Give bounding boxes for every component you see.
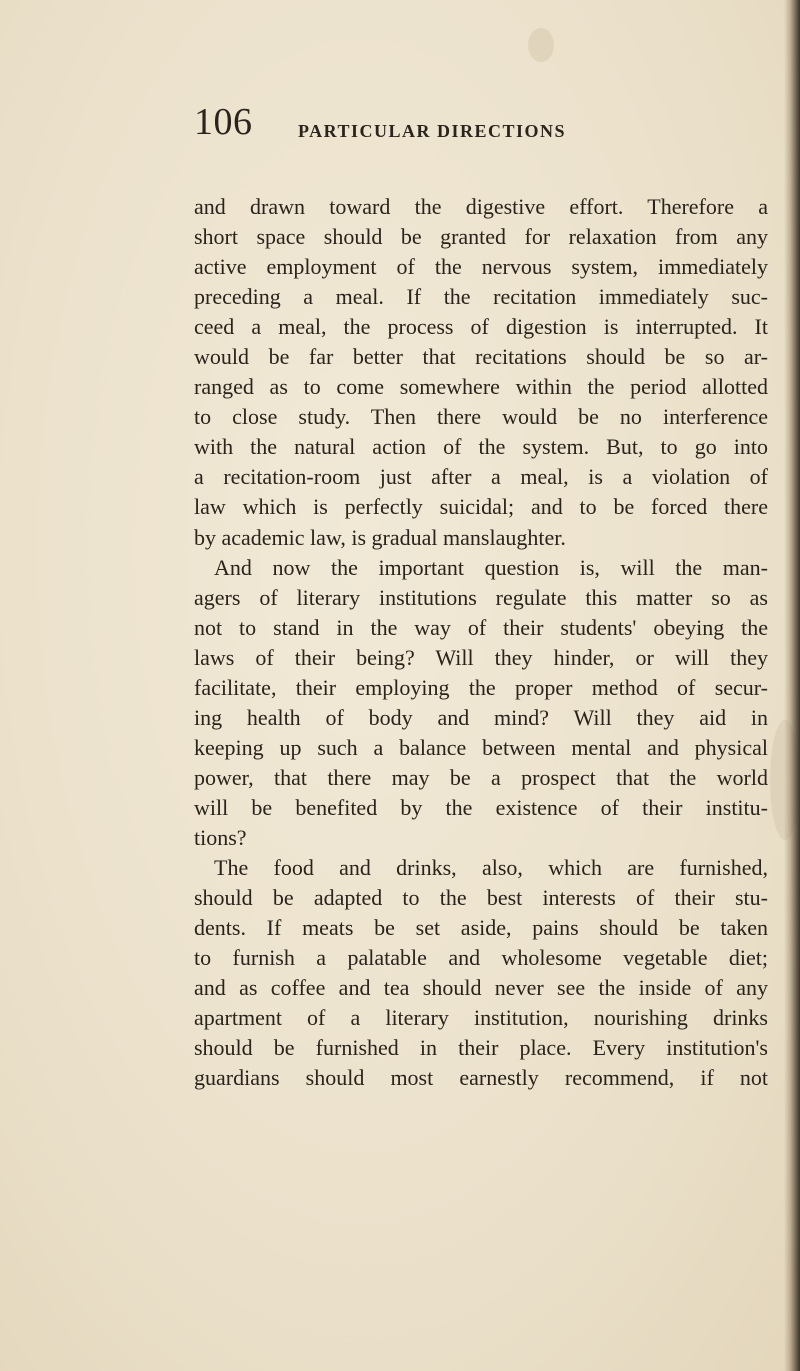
text-line: would be far better that recitations should be so ar-	[194, 344, 768, 370]
text-line: with the natural action of the system. But, to go into	[194, 434, 768, 460]
body-text	[194, 192, 768, 1093]
text-line: active employment of the nervous system, immediately	[194, 254, 768, 280]
text-line: laws of their being? Will they hinder, or will they	[194, 644, 768, 670]
text-line: agers of literary institutions regulate this matter so as	[194, 584, 768, 610]
running-head: PARTICULAR DIRECTIONS	[298, 121, 567, 141]
text-line: keeping up such a balance between mental and physical	[194, 734, 768, 760]
text-line: guardians should most earnestly recommend, if not	[194, 1065, 768, 1091]
text-line: preceding a meal. If the recitation immediately suc-	[194, 284, 768, 310]
text-line: ceed a meal, the process of digestion is interrupted. It	[194, 314, 768, 340]
text-line: And now the important question is, will the man-	[214, 554, 768, 580]
text-line: ranged as to come somewhere within the period allotted	[194, 374, 768, 400]
text-line: to close study. Then there would be no interference	[194, 404, 768, 430]
text-line: to furnish a palatable and wholesome vegetable diet;	[194, 945, 768, 971]
text-line: not to stand in the way of their students' obeying the	[194, 614, 768, 640]
text-line: law which is perfectly suicidal; and to be forced there	[194, 494, 768, 520]
binding-edge	[784, 0, 800, 1371]
text-line: short space should be granted for relaxation from any	[194, 224, 768, 250]
page-number: 106	[194, 101, 253, 143]
text-line: tions?	[194, 824, 247, 850]
text-line: The food and drinks, also, which are furnished,	[214, 855, 768, 881]
text-line: power, that there may be a prospect that the world	[194, 764, 768, 790]
paper-stain	[528, 28, 554, 62]
text-line: and as coffee and tea should never see the inside of any	[194, 975, 768, 1001]
text-line: will be benefited by the existence of their institu-	[194, 794, 768, 820]
text-line: and drawn toward the digestive effort. Therefore a	[194, 194, 768, 219]
text-line: by academic law, is gradual manslaughter.	[194, 524, 566, 550]
text-line: facilitate, their employing the proper method of secur-	[194, 674, 768, 700]
text-line: ing health of body and mind? Will they aid in	[194, 704, 768, 730]
text-line: should be furnished in their place. Every institution's	[194, 1035, 768, 1061]
text-line: a recitation-room just after a meal, is a violation of	[194, 464, 768, 490]
text-line: should be adapted to the best interests of their stu-	[194, 885, 768, 911]
text-line: apartment of a literary institution, nourishing drinks	[194, 1005, 768, 1031]
text-line: dents. If meats be set aside, pains should be taken	[194, 915, 768, 941]
